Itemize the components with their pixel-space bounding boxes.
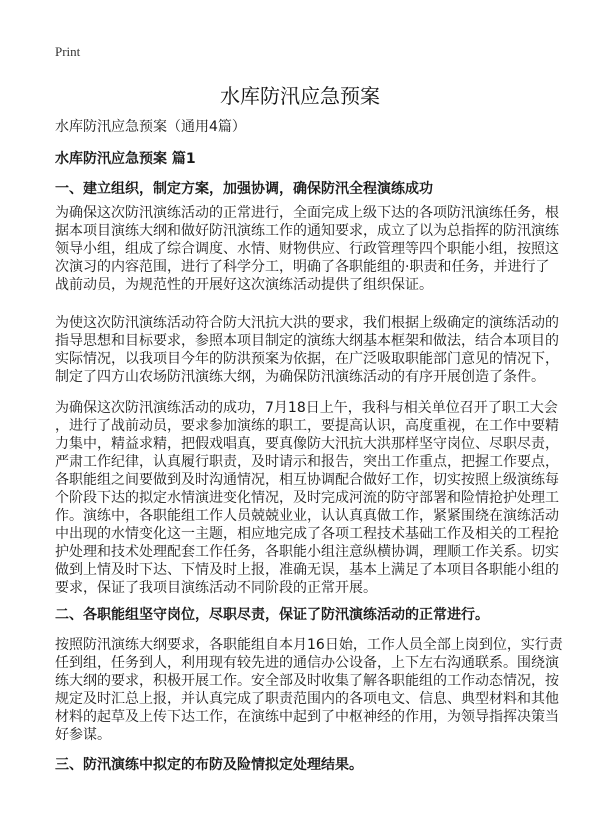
heading-1: 一、建立组织，制定方案，加强协调，确保防汛全程演练成功 [55, 181, 433, 197]
print-link[interactable]: Print [55, 44, 81, 59]
document-title: 水库防汛应急预案 [220, 84, 380, 108]
heading-2: 二、各职能组坚守岗位，尽职尽责，保证了防汛演练活动的正常进行。 [55, 607, 489, 623]
paragraph-3: 为确保这次防汛演练活动的成功，7月18日上午，我科与相关单位召开了职工大会 ，进行了战前动员，要求参加演练的职工，要提高认识，高度重视，在工作中要精 力集中，精益求精，把假戏唱真，要真像防大汛抗大洪那样坚守岗位、尽职尽责， 严肃工作纪律，认真履行职责，及时请示和报告，突出工作重点，把握工作要点， 各职能组之间要做到及时沟通情况，相互协调配合做好工作，切实按照上级演练每 个阶段下达的拟定水情演进变化情况，及时完成河流的防守部署和险情抢护处理工 作。演练中，各职能组工作人员兢兢业业，认认真真做工作，紧紧围绕在演练活动 中出现的水情变化这一主题，相应地完成了各项工程技术基础工作及相关的工程抢 护处理和技术处理配套工作任务，各职能小组注意纵横协调，理顺工作关系。切实 做到上情及时下达、下情及时上报，准确无误，基本上满足了本项目各职能小组的 要求，保证了我项目演练活动不同阶段的正常开展。 [55, 400, 559, 596]
paragraph-2: 为使这次防汛演练活动符合防大汛抗大洪的要求，我们根据上级确定的演练活动的 指导思想和目标要求，参照本项目制定的演练大纲基本框架和做法，结合本项目的 实际情况，以我项目今年的防洪预案为依据，在广泛吸取职能部门意见的情况下， 制定了四方山农场防汛演练大纲，为确保防汛演练活动的有序开展创造了条件。 [55, 315, 559, 385]
paragraph-1: 为确保这次防汛演练活动的正常进行，全面完成上级下达的各项防汛演练任务，根 据本项目演练大纲和做好防汛演练工作的通知要求，成立了以为总指挥的防汛演练 领导小组，组成了综合调度、水情、财物供应、行政管理等四个职能小组，按照这 次演习的内容范围，进行了科学分工，明确了各职能组的·职责和任务，并进行了 战前动员，为规范性的开展好这次演练活动提供了组织保证。 [55, 205, 559, 293]
section-title: 水库防汛应急预案 篇1 [55, 151, 196, 167]
heading-3: 三、防汛演练中拟定的布防及险情拟定处理结果。 [55, 757, 363, 773]
document-subtitle: 水库防汛应急预案（通用4篇） [55, 119, 246, 135]
paragraph-4: 按照防汛演练大纲要求，各职能组自本月16日始，工作人员全部上岗到位，实行责 任到组，任务到人，利用现有较先进的通信办公设备，上下左右沟通联系。围绕演 练大纲的要求，积极开展工作。安全部及时收集了解各职能组的工作动态情况，按 规定及时汇总上报，并认真完成了职责范围内的各项电文、信息、典型材料和其他 材料的起草及上传下达工作，在演练中起到了中枢神经的作用，为领导指挥决策当 好参谋。 [55, 637, 563, 743]
